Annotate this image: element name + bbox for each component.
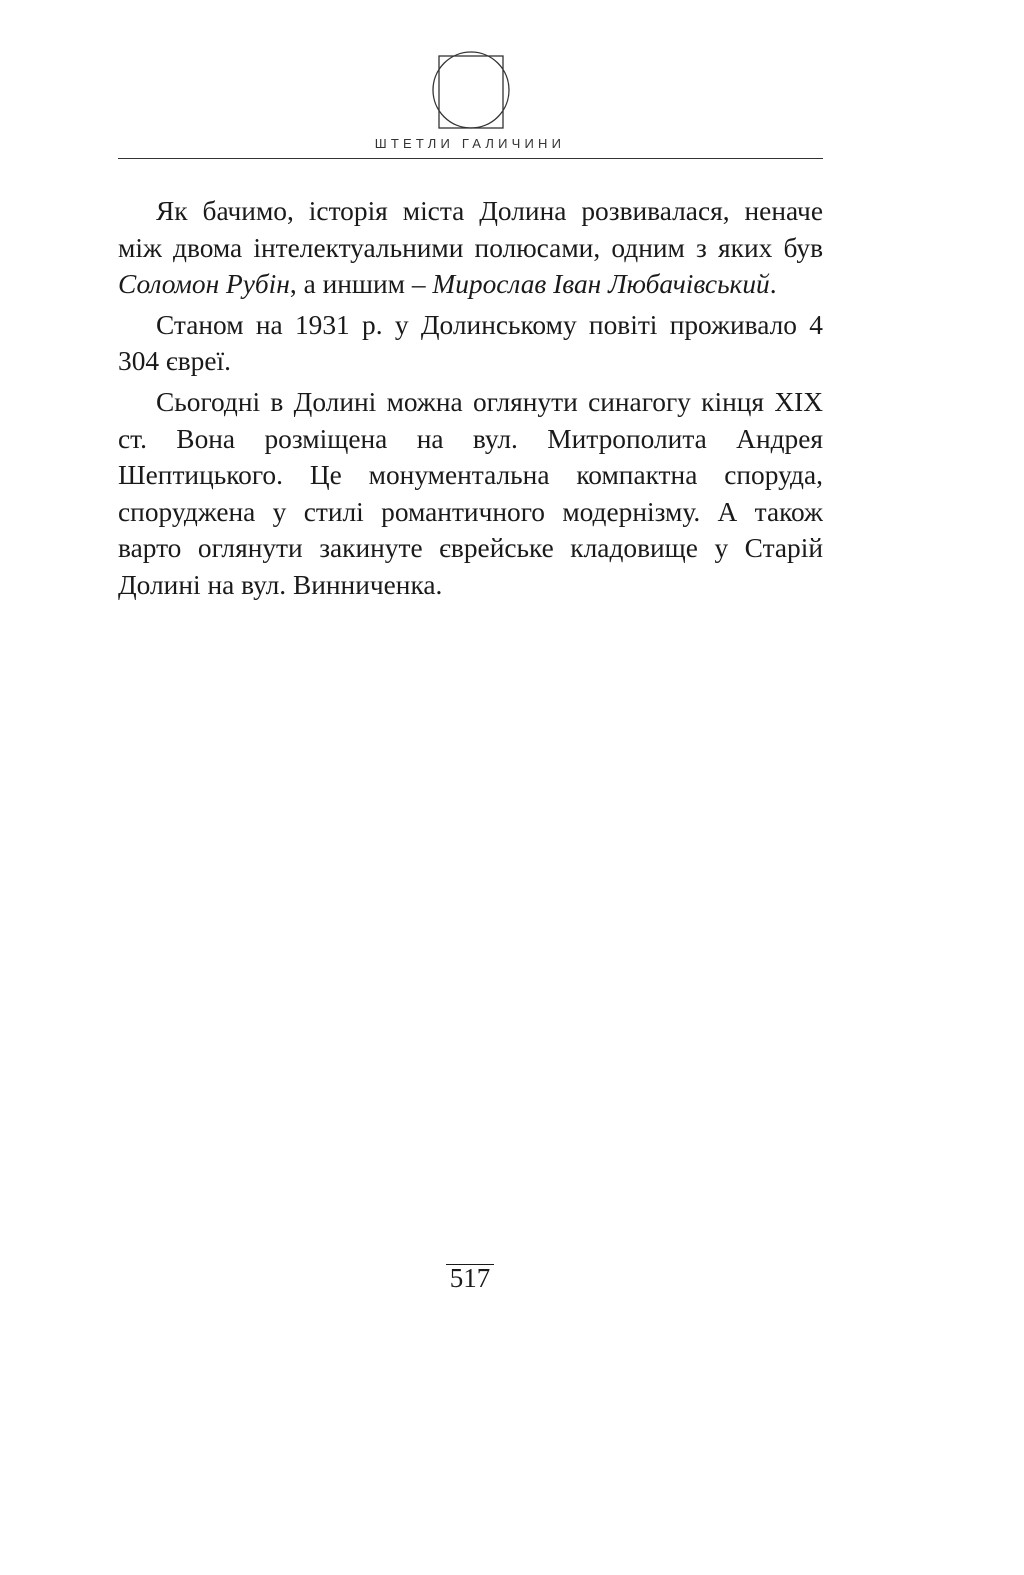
paragraph-1-text-c: .	[769, 269, 777, 300]
circle-square-emblem-icon	[431, 50, 511, 130]
person-name-myroslav-ivan-lyubachivsky: Мирослав Іван Любачівський	[432, 269, 770, 300]
body-text	[118, 193, 823, 604]
person-name-solomon-rubin: Соломон Рубін	[118, 269, 290, 300]
paragraph-2: Станом на 1931 р. у Долинському повіті проживало 4 304 євреї.	[118, 309, 823, 377]
header-rule	[118, 158, 823, 159]
paragraph-1	[118, 193, 823, 303]
paragraph-1-text-b: , а иншим –	[289, 269, 433, 300]
running-header-title: ШТЕТЛИ ГАЛИЧИНИ	[374, 136, 566, 151]
paragraph-3: Сьогодні в Долині можна оглянути синагогу кінця XIX ст. Вона розміщена на вул. Митрополита Андрея Шептицького. Це монументальна компактна споруда, споруджена у стилі романтичного модернізму. А також варто оглянути закинуте єврейське кладовище у Старій Долині на вул. Винниченка.	[118, 386, 823, 600]
page-number: 517	[449, 1263, 491, 1293]
paragraph-1-text-a: Як бачимо, історія міста Долина розвивалася, неначе між двома інтелектуальними полюсами, одним з яких був	[118, 196, 823, 263]
